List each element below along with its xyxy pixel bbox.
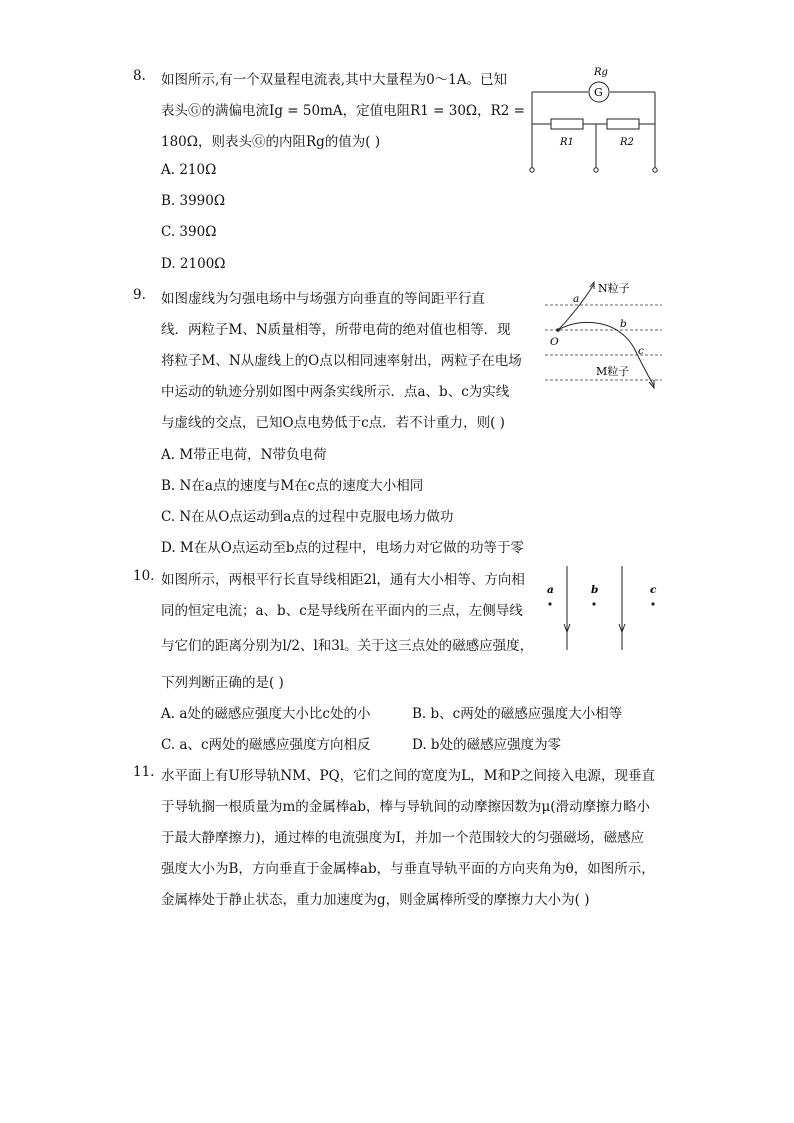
electric-field-diagram <box>540 278 666 394</box>
question-11-line-3: 于最大静摩擦力)，通过棒的电流强度为I，并加一个范围较大的匀强磁场，磁感应 <box>161 830 645 846</box>
point-c-label: c <box>650 584 657 596</box>
point-c <box>651 602 654 605</box>
o-label: O <box>550 336 559 348</box>
question-9-option-c[interactable]: C. N在从O点运动到a点的过程中克服电场力做功 <box>161 509 454 525</box>
m-particle-label: M粒子 <box>596 365 630 378</box>
resistor-r1-icon <box>551 119 583 129</box>
question-10-line-2: 同的恒定电流；a、b、c是导线所在平面内的三点，左侧导线 <box>161 603 523 619</box>
question-8-number: 8. <box>133 68 146 84</box>
circuit-diagram <box>522 58 672 178</box>
c-label: c <box>638 345 644 357</box>
point-b-label: b <box>591 584 599 596</box>
question-9-line-4: 中运动的轨迹分别如图中两条实线所示．点a、b、c为实线 <box>161 384 510 400</box>
question-10-option-b[interactable]: B. b、c两处的磁感应强度大小相等 <box>412 706 623 722</box>
question-8-line-2: 表头Ⓖ的满偏电流Ig = 50mA，定值电阻R1 = 30Ω，R2 = <box>161 103 525 119</box>
question-11-number: 11. <box>133 764 155 780</box>
b-label: b <box>620 318 627 330</box>
question-10-line-4: 下列判断正确的是( ) <box>161 675 284 691</box>
n-particle-label: N粒子 <box>598 282 630 295</box>
question-8-option-c[interactable]: C. 390Ω <box>161 224 217 240</box>
question-10-line-1: 如图所示，两根平行长直导线相距2l，通有大小相等、方向相 <box>161 572 525 588</box>
r1-label: R1 <box>560 137 574 148</box>
question-9-line-3: 将粒子M、N从虚线上的O点以相同速率射出，两粒子在电场 <box>161 353 522 369</box>
question-9-number: 9. <box>133 287 146 303</box>
terminal-right-icon <box>653 168 657 172</box>
question-9-option-d[interactable]: D. M在从O点运动至b点的过程中，电场力对它做的功等于零 <box>161 540 524 556</box>
question-10-line-3: 与它们的距离分别为l/2、l和3l。关于这三点处的磁感应强度， <box>161 638 534 654</box>
terminal-middle-icon <box>594 168 598 172</box>
point-a <box>548 602 551 605</box>
question-9-line-5: 与虚线的交点，已知O点电势低于c点．若不计重力，则( ) <box>161 415 505 431</box>
question-9-option-b[interactable]: B. N在a点的速度与M在c点的速度大小相同 <box>161 478 424 494</box>
question-8-option-b[interactable]: B. 3990Ω <box>161 193 226 209</box>
question-9-option-a[interactable]: A. M带正电荷，N带负电荷 <box>161 447 327 463</box>
question-11-line-2: 于导轨搁一根质量为m的金属棒ab，棒与导轨间的动摩擦因数为μ(滑动摩擦力略小 <box>161 799 651 815</box>
resistor-r2-icon <box>607 119 639 129</box>
point-o <box>556 328 560 332</box>
galvanometer-label: G <box>594 86 603 99</box>
question-9-line-1: 如图虚线为匀强电场中与场强方向垂直的等间距平行直 <box>161 291 485 307</box>
question-11-line-5: 金属棒处于静止状态，重力加速度为g，则金属棒所受的摩擦力大小为( ) <box>161 892 590 908</box>
point-a-label: a <box>547 584 554 596</box>
question-8-option-a[interactable]: A. 210Ω <box>161 162 217 178</box>
r2-label: R2 <box>620 137 634 148</box>
a-label: a <box>573 293 580 305</box>
question-8-line-1: 如图所示,有一个双量程电流表,其中大量程为0～1A。已知 <box>161 72 508 88</box>
question-9-line-2: 线．两粒子M、N质量相等，所带电荷的绝对值也相等．现 <box>161 322 511 338</box>
question-10-option-c[interactable]: C. a、c两处的磁感应强度方向相反 <box>161 737 371 753</box>
question-10-option-d[interactable]: D. b处的磁感应强度为零 <box>412 737 562 753</box>
question-10-option-a[interactable]: A. a处的磁感应强度大小比c处的小 <box>161 706 371 722</box>
parallel-wires-diagram <box>540 562 666 656</box>
question-8-line-3: 180Ω，则表头Ⓖ的内阻Rg的值为( ) <box>161 134 381 150</box>
question-8-option-d[interactable]: D. 2100Ω <box>161 256 226 272</box>
terminal-left-icon <box>530 168 534 172</box>
rg-label: Rg <box>594 67 608 78</box>
question-11-line-1: 水平面上有U形导轨NM、PQ，它们之间的宽度为L，M和P之间接入电源，现垂直 <box>161 768 656 784</box>
point-b <box>592 602 595 605</box>
question-11-line-4: 强度大小为B，方向垂直于金属棒ab，与垂直导轨平面的方向夹角为θ，如图所示， <box>161 861 655 877</box>
question-10-number: 10. <box>133 568 155 584</box>
